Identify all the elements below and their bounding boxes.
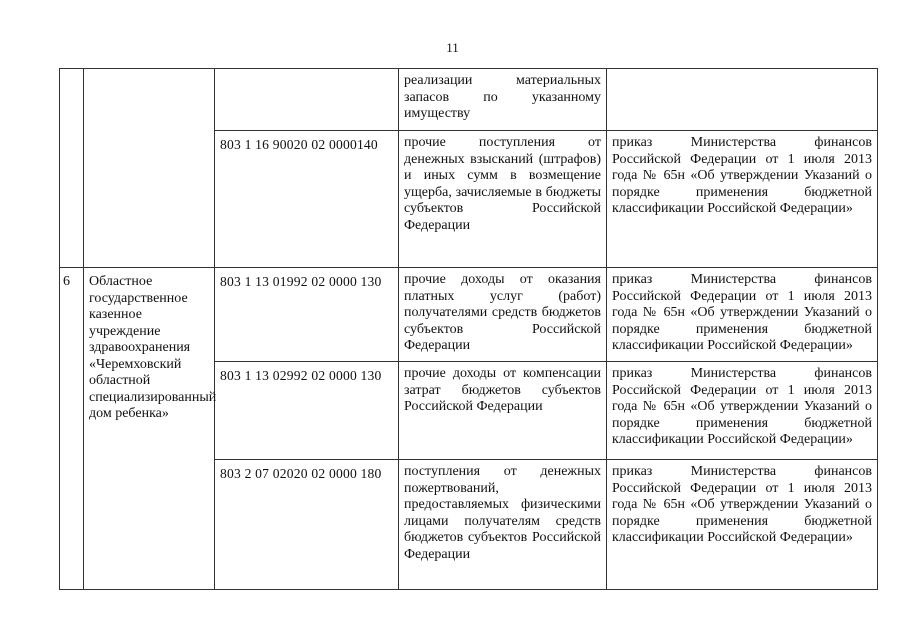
revenue-description: поступления от денежных пожертвований, предоставляемых физическими лицами получателям средств бюджетов субъектов Российской Федерации <box>399 460 607 590</box>
revenue-sources-table <box>59 68 878 590</box>
entity-name: Областное государственное казенное учреждение здравоохранения «Черемховский областной специализированный дом ребенка» <box>84 268 215 590</box>
revenue-description: прочие доходы от оказания платных услуг (работ) получателями средств бюджетов субъектов Российской Федерации <box>399 268 607 362</box>
entity-name-cell <box>84 69 215 268</box>
legal-basis <box>607 69 878 131</box>
revenue-description: прочие доходы от компенсации затрат бюджетов субъектов Российской Федерации <box>399 362 607 460</box>
legal-basis: приказ Министерства финансов Российской Федерации от 1 июля 2013 года № 65н «Об утверждении Указаний о порядке применения бюджетной классификации Российской Федерации» <box>607 268 878 362</box>
revenue-description: реализации материальных запасов по указанному имуществу <box>399 69 607 131</box>
revenue-code <box>215 69 399 131</box>
revenue-code: 803 2 07 02020 02 0000 180 <box>215 460 399 590</box>
revenue-code: 803 1 13 01992 02 0000 130 <box>215 268 399 362</box>
revenue-code: 803 1 16 90020 02 0000140 <box>215 131 399 268</box>
entity-number: 6 <box>60 268 84 590</box>
revenue-code: 803 1 13 02992 02 0000 130 <box>215 362 399 460</box>
table-row <box>60 69 878 131</box>
entity-number-cell <box>60 69 84 268</box>
revenue-description: прочие поступления от денежных взысканий (штрафов) и иных сумм в возмещение ущерба, зачисляемые в бюджеты субъектов Российской Федерации <box>399 131 607 268</box>
page-number: 11 <box>446 40 459 55</box>
legal-basis: приказ Министерства финансов Российской Федерации от 1 июля 2013 года № 65н «Об утверждении Указаний о порядке применения бюджетной классификации Российской Федерации» <box>607 460 878 590</box>
legal-basis: приказ Министерства финансов Российской Федерации от 1 июля 2013 года № 65н «Об утверждении Указаний о порядке применения бюджетной классификации Российской Федерации» <box>607 362 878 460</box>
legal-basis: приказ Министерства финансов Российской Федерации от 1 июля 2013 года № 65н «Об утверждении Указаний о порядке применения бюджетной классификации Российской Федерации» <box>607 131 878 268</box>
table-row <box>60 268 878 362</box>
